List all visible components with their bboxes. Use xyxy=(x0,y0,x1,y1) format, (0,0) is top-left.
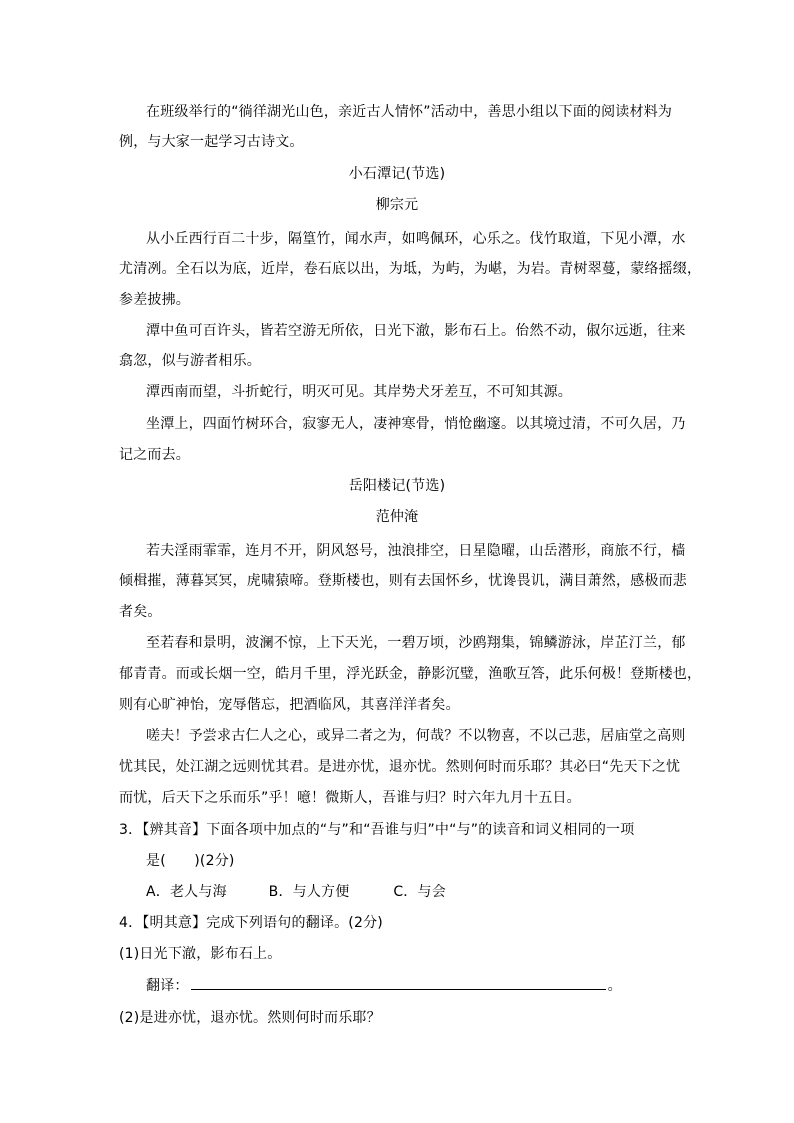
intro-line-2: 例，与大家一起学习古诗文。 xyxy=(119,134,304,150)
passage1-line: 参差披拂。 xyxy=(119,292,190,308)
passage2-line: 嗟夫！予尝求古仁人之心，或异二者之为，何哉？不以物喜，不以己悲，居庙堂之高则 xyxy=(146,728,686,744)
translation-answer-line[interactable] xyxy=(191,976,606,990)
passage2-line: 倾楫摧，薄暮冥冥，虎啸猿啼。登斯楼也，则有去国怀乡，忧谗畏讥，满目萧然，感极而悲 xyxy=(119,573,687,589)
question-3-stem: 3．【辨其音】下面各项中加点的“与”和“吾谁与归”中“与”的读音和词义相同的一项 xyxy=(119,822,635,838)
option-c: C．与会 xyxy=(393,884,446,900)
passage1-line: 从小丘西行百二十步，隔篁竹，闻水声，如鸣佩环，心乐之。伐竹取道，下见小潭，水 xyxy=(146,231,686,247)
translate-label: 翻译： xyxy=(146,978,189,994)
passage1-line: 尤清冽。全石以为底，近岸，卷石底以出，为坻，为屿，为嵁，为岩。青树翠蔓，蒙络摇缀， xyxy=(119,261,702,277)
question-4-item-2: (2)是进亦忧，退亦忧。然则何时而乐耶？ xyxy=(119,1010,381,1026)
translation-end-mark: 。 xyxy=(607,978,622,994)
passage1-line: 坐潭上，四面竹树环合，寂寥无人，凄神寒骨，悄怆幽邃。以其境过清，不可久居，乃 xyxy=(146,416,686,432)
passage2-line: 而忧，后天下之乐而乐”乎！噫！微斯人，吾谁与归？时六年九月十五日。 xyxy=(119,790,581,806)
intro-line-1: 在班级举行的“徜徉湖光山色，亲近古人情怀”活动中，善思小组以下面的阅读材料为 xyxy=(146,104,673,120)
passage2-author: 范仲淹 xyxy=(375,509,419,525)
passage1-line: 翕忽，似与游者相乐。 xyxy=(119,353,261,369)
passage2-line: 者矣。 xyxy=(119,604,162,620)
passage2-line: 至若春和景明，波澜不惊，上下天光，一碧万顷，沙鸥翔集，锦鳞游泳，岸芷汀兰，郁 xyxy=(146,635,686,651)
passage1-line: 记之而去。 xyxy=(119,447,190,463)
passage1-author: 柳宗元 xyxy=(375,197,419,213)
passage2-line: 若夫淫雨霏霏，连月不开，阴风怒号，浊浪排空，日星隐曜，山岳潜形，商旅不行，樯 xyxy=(146,543,686,559)
passage2-line: 忧其民，处江湖之远则忧其君。是进亦忧，退亦忧。然则何时而乐耶？其必曰“先天下之忧 xyxy=(119,759,681,775)
passage2-line: 则有心旷神怡，宠辱偕忘，把酒临风，其喜洋洋者矣。 xyxy=(119,697,460,713)
passage1-title: 小石潭记(节选) xyxy=(348,166,446,182)
question-3-stem-cont: 是( )(2分) xyxy=(146,853,235,869)
translation-row xyxy=(146,976,622,996)
question-4-stem: 4．【明其意】完成下列语句的翻译。(2分) xyxy=(119,915,383,931)
passage2-title: 岳阳楼记(节选) xyxy=(348,478,446,494)
passage1-line: 潭西南而望，斗折蛇行，明灭可见。其岸势犬牙差互，不可知其源。 xyxy=(146,384,572,400)
passage1-line: 潭中鱼可百许头，皆若空游无所依，日光下澈，影布石上。佁然不动，俶尔远逝，往来 xyxy=(146,323,686,339)
question-3-options xyxy=(146,882,446,902)
question-4-item-1: (1)日光下澈，影布石上。 xyxy=(119,946,282,962)
passage2-line: 郁青青。而或长烟一空，皓月千里，浮光跃金，静影沉璧，渔歌互答，此乐何极！登斯楼也， xyxy=(119,666,702,682)
option-b: B．与人方便 xyxy=(268,884,350,900)
option-a: A．老人与海 xyxy=(146,884,227,900)
